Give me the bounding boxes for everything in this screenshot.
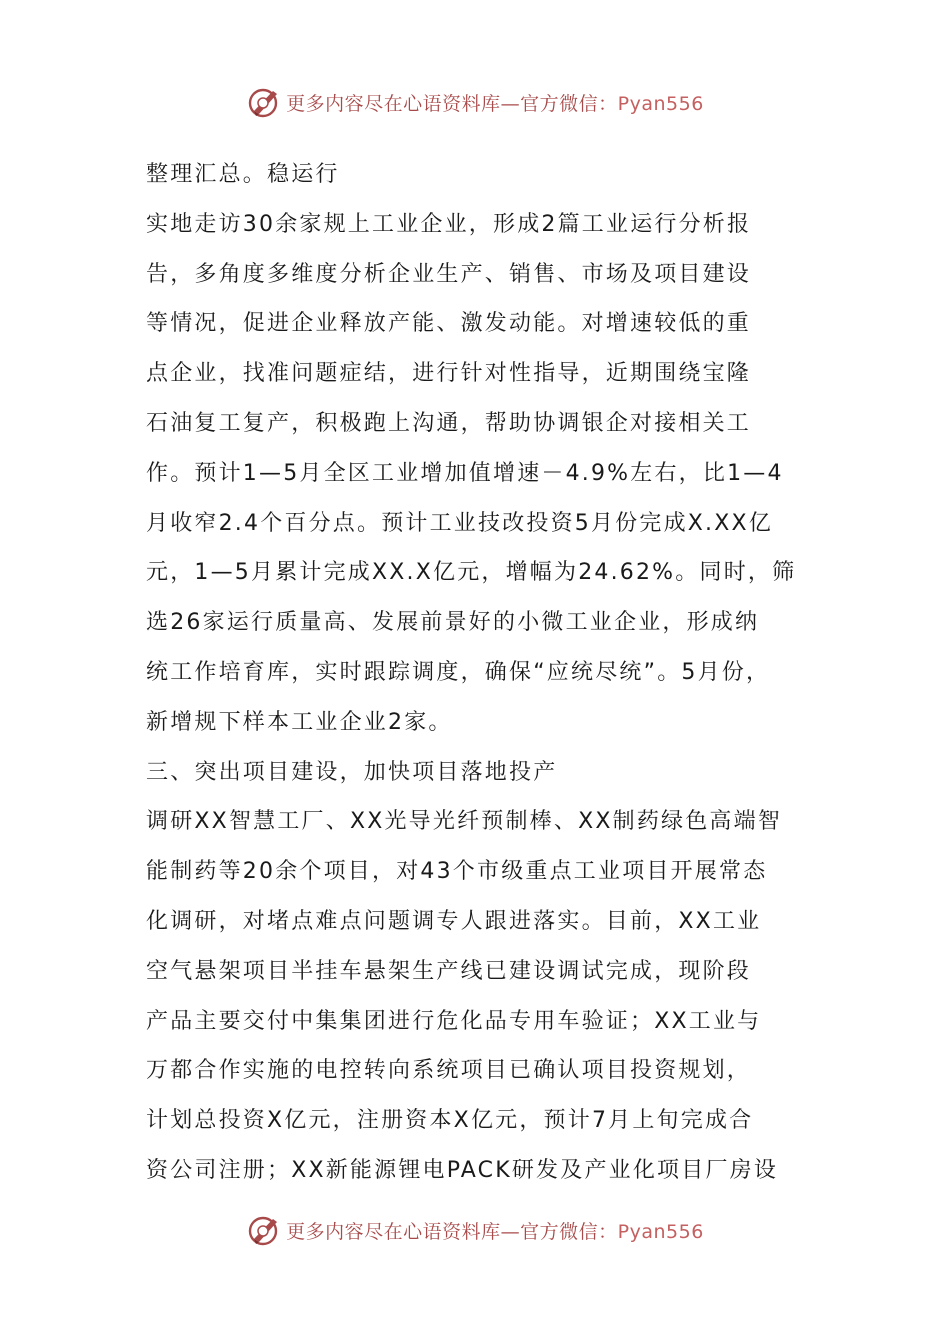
text-line: 化调研，对堵点难点问题调专人跟进落实。目前，XX工业 <box>146 908 762 934</box>
text-line: 调研XX智慧工厂、XX光导光纤预制棒、XX制药绿色高端智 <box>146 809 783 835</box>
text-line: 计划总投资X亿元，注册资本X亿元，预计7月上旬完成合 <box>146 1108 754 1134</box>
body-text <box>146 150 816 1196</box>
text-line: 点企业，找准问题症结，进行针对性指导，近期围绕宝隆 <box>146 361 752 387</box>
text-line: 资公司注册；XX新能源锂电PACK研发及产业化项目厂房设 <box>146 1157 779 1183</box>
text-line: 新增规下样本工业企业2家。 <box>146 709 453 735</box>
text-line: 整理汇总。稳运行 <box>146 162 340 187</box>
wechat-id: Pyan556 <box>617 92 704 115</box>
text-line: 选26家运行质量高、发展前景好的小微工业企业，形成纳 <box>146 610 760 636</box>
wechat-id: Pyan556 <box>617 1220 704 1243</box>
footer-banner <box>0 1208 950 1252</box>
text-line: 万都合作实施的电控转向系统项目已确认项目投资规划， <box>146 1058 752 1084</box>
text-line: 等情况，促进企业释放产能、激发动能。对增速较低的重 <box>146 311 752 337</box>
text-line: 月收窄2.4个百分点。预计工业技改投资5月份完成X.XX亿 <box>146 510 773 536</box>
text-line: 告，多角度多维度分析企业生产、销售、市场及项目建设 <box>146 261 752 287</box>
banner-text: 更多内容尽在心语资料库—官方微信：Pyan556 <box>286 92 704 115</box>
text-line: 空气悬架项目半挂车悬架生产线已建设调试完成，现阶段 <box>146 958 752 984</box>
text-line: 石油复工复产，积极跑上沟通，帮助协调银企对接相关工 <box>146 410 752 436</box>
header-banner <box>0 80 950 124</box>
banner-text: 更多内容尽在心语资料库—官方微信：Pyan556 <box>286 1220 704 1243</box>
pen-logo-icon <box>246 84 282 120</box>
text-line: 元，1—5月累计完成XX.X亿元，增幅为24.62%。同时，筛 <box>146 560 797 586</box>
text-line: 产品主要交付中集集团进行危化品专用车验证；XX工业与 <box>146 1008 762 1034</box>
section-heading: 三、突出项目建设，加快项目落地投产 <box>146 759 558 785</box>
text-line: 实地走访30余家规上工业企业，形成2篇工业运行分析报 <box>146 211 752 237</box>
pen-logo-icon <box>246 1212 282 1248</box>
text-line: 能制药等20余个项目，对43个市级重点工业项目开展常态 <box>146 859 768 885</box>
text-line: 统工作培育库，实时跟踪调度，确保“应统尽统”。5月份， <box>146 659 771 685</box>
text-line: 作。预计1—5月全区工业增加值增速－4.9%左右，比1—4 <box>146 460 784 486</box>
